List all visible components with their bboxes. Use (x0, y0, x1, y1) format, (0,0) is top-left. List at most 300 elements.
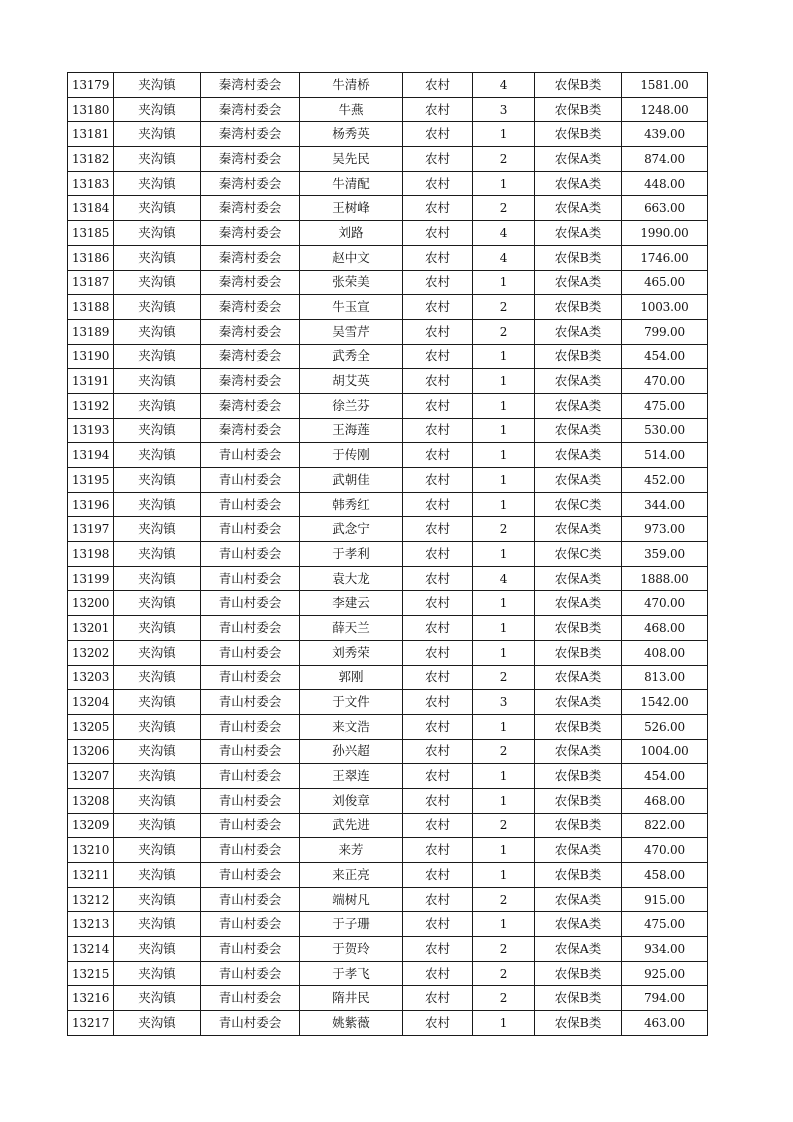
cell-id: 13193 (68, 418, 114, 443)
cell-name: 张荣美 (300, 270, 403, 295)
cell-id: 13185 (68, 221, 114, 246)
cell-count: 2 (473, 517, 535, 542)
cell-id: 13209 (68, 813, 114, 838)
cell-type: 农村 (403, 492, 473, 517)
cell-id: 13182 (68, 147, 114, 172)
cell-id: 13183 (68, 171, 114, 196)
table-row (68, 418, 708, 443)
cell-category: 农保A类 (535, 418, 622, 443)
cell-amount: 454.00 (622, 344, 708, 369)
cell-town: 夹沟镇 (114, 369, 201, 394)
cell-amount: 463.00 (622, 1011, 708, 1036)
table-row (68, 319, 708, 344)
cell-village: 青山村委会 (201, 1011, 300, 1036)
cell-amount: 813.00 (622, 665, 708, 690)
cell-id: 13191 (68, 369, 114, 394)
cell-amount: 475.00 (622, 393, 708, 418)
cell-count: 1 (473, 640, 535, 665)
cell-name: 隋井民 (300, 986, 403, 1011)
cell-village: 青山村委会 (201, 961, 300, 986)
cell-category: 农保A类 (535, 270, 622, 295)
cell-count: 2 (473, 196, 535, 221)
cell-type: 农村 (403, 97, 473, 122)
table-row (68, 122, 708, 147)
table-row (68, 591, 708, 616)
cell-id: 13184 (68, 196, 114, 221)
cell-category: 农保B类 (535, 813, 622, 838)
cell-amount: 526.00 (622, 714, 708, 739)
cell-id: 13216 (68, 986, 114, 1011)
cell-type: 农村 (403, 714, 473, 739)
cell-village: 秦湾村委会 (201, 97, 300, 122)
cell-category: 农保B类 (535, 863, 622, 888)
cell-town: 夹沟镇 (114, 566, 201, 591)
cell-category: 农保A类 (535, 912, 622, 937)
cell-town: 夹沟镇 (114, 295, 201, 320)
cell-category: 农保B类 (535, 788, 622, 813)
cell-type: 农村 (403, 245, 473, 270)
cell-type: 农村 (403, 196, 473, 221)
cell-town: 夹沟镇 (114, 838, 201, 863)
cell-village: 秦湾村委会 (201, 369, 300, 394)
cell-name: 韩秀红 (300, 492, 403, 517)
cell-town: 夹沟镇 (114, 665, 201, 690)
cell-id: 13203 (68, 665, 114, 690)
cell-name: 吴雪芹 (300, 319, 403, 344)
cell-village: 青山村委会 (201, 492, 300, 517)
cell-category: 农保B类 (535, 961, 622, 986)
cell-amount: 470.00 (622, 369, 708, 394)
cell-village: 秦湾村委会 (201, 344, 300, 369)
cell-village: 青山村委会 (201, 714, 300, 739)
cell-town: 夹沟镇 (114, 73, 201, 98)
cell-town: 夹沟镇 (114, 542, 201, 567)
cell-category: 农保B类 (535, 986, 622, 1011)
cell-village: 秦湾村委会 (201, 147, 300, 172)
table-row (68, 838, 708, 863)
cell-town: 夹沟镇 (114, 468, 201, 493)
cell-name: 于孝利 (300, 542, 403, 567)
cell-name: 刘秀荣 (300, 640, 403, 665)
cell-category: 农保A类 (535, 591, 622, 616)
cell-village: 秦湾村委会 (201, 221, 300, 246)
cell-type: 农村 (403, 640, 473, 665)
cell-id: 13207 (68, 764, 114, 789)
cell-village: 青山村委会 (201, 542, 300, 567)
table-row (68, 147, 708, 172)
cell-village: 秦湾村委会 (201, 270, 300, 295)
cell-count: 1 (473, 122, 535, 147)
cell-town: 夹沟镇 (114, 961, 201, 986)
cell-id: 13210 (68, 838, 114, 863)
cell-name: 武秀全 (300, 344, 403, 369)
table-row (68, 887, 708, 912)
cell-id: 13212 (68, 887, 114, 912)
cell-village: 青山村委会 (201, 739, 300, 764)
cell-id: 13192 (68, 393, 114, 418)
cell-amount: 794.00 (622, 986, 708, 1011)
cell-town: 夹沟镇 (114, 393, 201, 418)
cell-count: 4 (473, 221, 535, 246)
cell-category: 农保A类 (535, 171, 622, 196)
cell-name: 王海莲 (300, 418, 403, 443)
cell-village: 秦湾村委会 (201, 122, 300, 147)
cell-town: 夹沟镇 (114, 443, 201, 468)
cell-amount: 1003.00 (622, 295, 708, 320)
cell-type: 农村 (403, 270, 473, 295)
cell-name: 杨秀英 (300, 122, 403, 147)
table-row (68, 566, 708, 591)
table-row (68, 937, 708, 962)
table-body (68, 73, 708, 1036)
cell-type: 农村 (403, 1011, 473, 1036)
cell-count: 3 (473, 690, 535, 715)
cell-name: 来文浩 (300, 714, 403, 739)
cell-type: 农村 (403, 393, 473, 418)
cell-count: 1 (473, 418, 535, 443)
cell-type: 农村 (403, 319, 473, 344)
cell-count: 1 (473, 443, 535, 468)
cell-town: 夹沟镇 (114, 690, 201, 715)
cell-amount: 934.00 (622, 937, 708, 962)
cell-amount: 454.00 (622, 764, 708, 789)
cell-town: 夹沟镇 (114, 171, 201, 196)
cell-amount: 1581.00 (622, 73, 708, 98)
cell-category: 农保B类 (535, 73, 622, 98)
cell-name: 牛玉宣 (300, 295, 403, 320)
table-row (68, 690, 708, 715)
cell-town: 夹沟镇 (114, 739, 201, 764)
cell-village: 青山村委会 (201, 986, 300, 1011)
cell-town: 夹沟镇 (114, 270, 201, 295)
cell-type: 农村 (403, 665, 473, 690)
cell-type: 农村 (403, 838, 473, 863)
cell-count: 2 (473, 813, 535, 838)
cell-amount: 915.00 (622, 887, 708, 912)
cell-type: 农村 (403, 221, 473, 246)
cell-category: 农保A类 (535, 369, 622, 394)
cell-amount: 344.00 (622, 492, 708, 517)
cell-name: 王翠连 (300, 764, 403, 789)
table-row (68, 739, 708, 764)
cell-town: 夹沟镇 (114, 764, 201, 789)
cell-amount: 973.00 (622, 517, 708, 542)
cell-town: 夹沟镇 (114, 616, 201, 641)
cell-name: 于传刚 (300, 443, 403, 468)
cell-category: 农保B类 (535, 122, 622, 147)
cell-name: 牛清桥 (300, 73, 403, 98)
cell-id: 13211 (68, 863, 114, 888)
table-row (68, 73, 708, 98)
cell-id: 13214 (68, 937, 114, 962)
cell-name: 袁大龙 (300, 566, 403, 591)
cell-category: 农保B类 (535, 764, 622, 789)
cell-category: 农保A类 (535, 739, 622, 764)
cell-name: 来芳 (300, 838, 403, 863)
table-row (68, 517, 708, 542)
table-row (68, 369, 708, 394)
cell-village: 秦湾村委会 (201, 171, 300, 196)
cell-type: 农村 (403, 566, 473, 591)
cell-id: 13189 (68, 319, 114, 344)
table-row (68, 542, 708, 567)
cell-count: 1 (473, 542, 535, 567)
cell-count: 1 (473, 788, 535, 813)
cell-count: 1 (473, 616, 535, 641)
cell-id: 13204 (68, 690, 114, 715)
cell-amount: 439.00 (622, 122, 708, 147)
cell-category: 农保B类 (535, 295, 622, 320)
cell-id: 13205 (68, 714, 114, 739)
cell-type: 农村 (403, 443, 473, 468)
cell-category: 农保A类 (535, 319, 622, 344)
cell-type: 农村 (403, 961, 473, 986)
cell-town: 夹沟镇 (114, 788, 201, 813)
cell-id: 13202 (68, 640, 114, 665)
cell-id: 13201 (68, 616, 114, 641)
cell-type: 农村 (403, 813, 473, 838)
table-row (68, 961, 708, 986)
cell-village: 秦湾村委会 (201, 245, 300, 270)
cell-type: 农村 (403, 73, 473, 98)
cell-town: 夹沟镇 (114, 912, 201, 937)
cell-type: 农村 (403, 418, 473, 443)
cell-village: 秦湾村委会 (201, 73, 300, 98)
table-row (68, 492, 708, 517)
table-row (68, 640, 708, 665)
cell-count: 1 (473, 1011, 535, 1036)
cell-category: 农保C类 (535, 492, 622, 517)
cell-amount: 458.00 (622, 863, 708, 888)
cell-town: 夹沟镇 (114, 813, 201, 838)
cell-name: 武念宁 (300, 517, 403, 542)
cell-id: 13196 (68, 492, 114, 517)
cell-type: 农村 (403, 863, 473, 888)
cell-town: 夹沟镇 (114, 863, 201, 888)
cell-type: 农村 (403, 147, 473, 172)
cell-type: 农村 (403, 517, 473, 542)
cell-count: 1 (473, 714, 535, 739)
cell-amount: 1542.00 (622, 690, 708, 715)
cell-town: 夹沟镇 (114, 986, 201, 1011)
cell-name: 牛清配 (300, 171, 403, 196)
cell-name: 吴先民 (300, 147, 403, 172)
cell-village: 青山村委会 (201, 788, 300, 813)
cell-name: 王树峰 (300, 196, 403, 221)
cell-village: 秦湾村委会 (201, 319, 300, 344)
cell-count: 2 (473, 665, 535, 690)
cell-name: 于孝飞 (300, 961, 403, 986)
cell-name: 李建云 (300, 591, 403, 616)
cell-category: 农保A类 (535, 838, 622, 863)
cell-town: 夹沟镇 (114, 1011, 201, 1036)
cell-village: 青山村委会 (201, 517, 300, 542)
cell-town: 夹沟镇 (114, 221, 201, 246)
cell-village: 秦湾村委会 (201, 393, 300, 418)
cell-village: 青山村委会 (201, 937, 300, 962)
cell-count: 1 (473, 171, 535, 196)
cell-category: 农保A类 (535, 665, 622, 690)
cell-id: 13197 (68, 517, 114, 542)
cell-name: 刘路 (300, 221, 403, 246)
table-row (68, 171, 708, 196)
cell-count: 2 (473, 937, 535, 962)
cell-count: 1 (473, 838, 535, 863)
cell-id: 13215 (68, 961, 114, 986)
cell-category: 农保B类 (535, 714, 622, 739)
table-row (68, 468, 708, 493)
table-row (68, 986, 708, 1011)
cell-id: 13179 (68, 73, 114, 98)
cell-type: 农村 (403, 690, 473, 715)
cell-amount: 470.00 (622, 591, 708, 616)
cell-id: 13188 (68, 295, 114, 320)
cell-count: 2 (473, 887, 535, 912)
cell-count: 1 (473, 591, 535, 616)
table-row (68, 714, 708, 739)
cell-name: 于子珊 (300, 912, 403, 937)
table-row (68, 813, 708, 838)
cell-id: 13208 (68, 788, 114, 813)
cell-type: 农村 (403, 937, 473, 962)
data-table (67, 72, 708, 1036)
cell-category: 农保A类 (535, 937, 622, 962)
cell-id: 13181 (68, 122, 114, 147)
cell-village: 青山村委会 (201, 813, 300, 838)
table-row (68, 443, 708, 468)
table-row (68, 788, 708, 813)
cell-town: 夹沟镇 (114, 147, 201, 172)
cell-amount: 448.00 (622, 171, 708, 196)
cell-amount: 408.00 (622, 640, 708, 665)
cell-category: 农保A类 (535, 690, 622, 715)
cell-name: 刘俊章 (300, 788, 403, 813)
cell-id: 13190 (68, 344, 114, 369)
cell-category: 农保C类 (535, 542, 622, 567)
cell-category: 农保A类 (535, 443, 622, 468)
cell-type: 农村 (403, 739, 473, 764)
cell-id: 13200 (68, 591, 114, 616)
cell-category: 农保B类 (535, 344, 622, 369)
cell-type: 农村 (403, 468, 473, 493)
cell-count: 4 (473, 73, 535, 98)
cell-type: 农村 (403, 122, 473, 147)
cell-type: 农村 (403, 986, 473, 1011)
cell-amount: 359.00 (622, 542, 708, 567)
cell-name: 于文件 (300, 690, 403, 715)
cell-town: 夹沟镇 (114, 492, 201, 517)
cell-amount: 1248.00 (622, 97, 708, 122)
cell-id: 13195 (68, 468, 114, 493)
cell-id: 13213 (68, 912, 114, 937)
cell-village: 青山村委会 (201, 665, 300, 690)
table-row (68, 912, 708, 937)
table-row (68, 764, 708, 789)
cell-village: 青山村委会 (201, 838, 300, 863)
cell-type: 农村 (403, 764, 473, 789)
cell-town: 夹沟镇 (114, 245, 201, 270)
cell-amount: 874.00 (622, 147, 708, 172)
cell-town: 夹沟镇 (114, 319, 201, 344)
cell-amount: 468.00 (622, 788, 708, 813)
cell-count: 3 (473, 97, 535, 122)
table-row (68, 196, 708, 221)
cell-id: 13194 (68, 443, 114, 468)
cell-count: 2 (473, 739, 535, 764)
cell-amount: 1888.00 (622, 566, 708, 591)
cell-amount: 1990.00 (622, 221, 708, 246)
table-row (68, 616, 708, 641)
cell-town: 夹沟镇 (114, 196, 201, 221)
cell-village: 青山村委会 (201, 591, 300, 616)
cell-category: 农保A类 (535, 221, 622, 246)
cell-category: 农保A类 (535, 566, 622, 591)
cell-count: 1 (473, 863, 535, 888)
cell-village: 青山村委会 (201, 912, 300, 937)
cell-id: 13198 (68, 542, 114, 567)
cell-category: 农保B类 (535, 97, 622, 122)
cell-town: 夹沟镇 (114, 591, 201, 616)
table-row (68, 245, 708, 270)
cell-name: 姚紫薇 (300, 1011, 403, 1036)
cell-town: 夹沟镇 (114, 344, 201, 369)
cell-amount: 822.00 (622, 813, 708, 838)
cell-village: 秦湾村委会 (201, 418, 300, 443)
cell-name: 薛天兰 (300, 616, 403, 641)
cell-name: 郭刚 (300, 665, 403, 690)
cell-village: 青山村委会 (201, 468, 300, 493)
cell-count: 1 (473, 369, 535, 394)
cell-id: 13187 (68, 270, 114, 295)
cell-count: 2 (473, 986, 535, 1011)
cell-count: 4 (473, 245, 535, 270)
cell-id: 13206 (68, 739, 114, 764)
cell-village: 青山村委会 (201, 616, 300, 641)
cell-category: 农保A类 (535, 147, 622, 172)
table-row (68, 665, 708, 690)
cell-town: 夹沟镇 (114, 937, 201, 962)
cell-name: 徐兰芬 (300, 393, 403, 418)
cell-category: 农保B类 (535, 640, 622, 665)
cell-count: 1 (473, 912, 535, 937)
table-row (68, 863, 708, 888)
cell-type: 农村 (403, 344, 473, 369)
cell-type: 农村 (403, 591, 473, 616)
cell-category: 农保B类 (535, 1011, 622, 1036)
cell-name: 武先进 (300, 813, 403, 838)
cell-count: 1 (473, 468, 535, 493)
cell-amount: 452.00 (622, 468, 708, 493)
cell-type: 农村 (403, 171, 473, 196)
cell-type: 农村 (403, 369, 473, 394)
cell-village: 青山村委会 (201, 640, 300, 665)
cell-amount: 475.00 (622, 912, 708, 937)
cell-name: 赵中文 (300, 245, 403, 270)
cell-category: 农保A类 (535, 393, 622, 418)
cell-name: 武朝佳 (300, 468, 403, 493)
cell-name: 牛燕 (300, 97, 403, 122)
cell-count: 2 (473, 147, 535, 172)
cell-count: 1 (473, 270, 535, 295)
cell-type: 农村 (403, 295, 473, 320)
cell-name: 胡艾英 (300, 369, 403, 394)
cell-type: 农村 (403, 912, 473, 937)
cell-count: 4 (473, 566, 535, 591)
table-row (68, 270, 708, 295)
cell-category: 农保A类 (535, 517, 622, 542)
cell-village: 青山村委会 (201, 863, 300, 888)
cell-amount: 925.00 (622, 961, 708, 986)
